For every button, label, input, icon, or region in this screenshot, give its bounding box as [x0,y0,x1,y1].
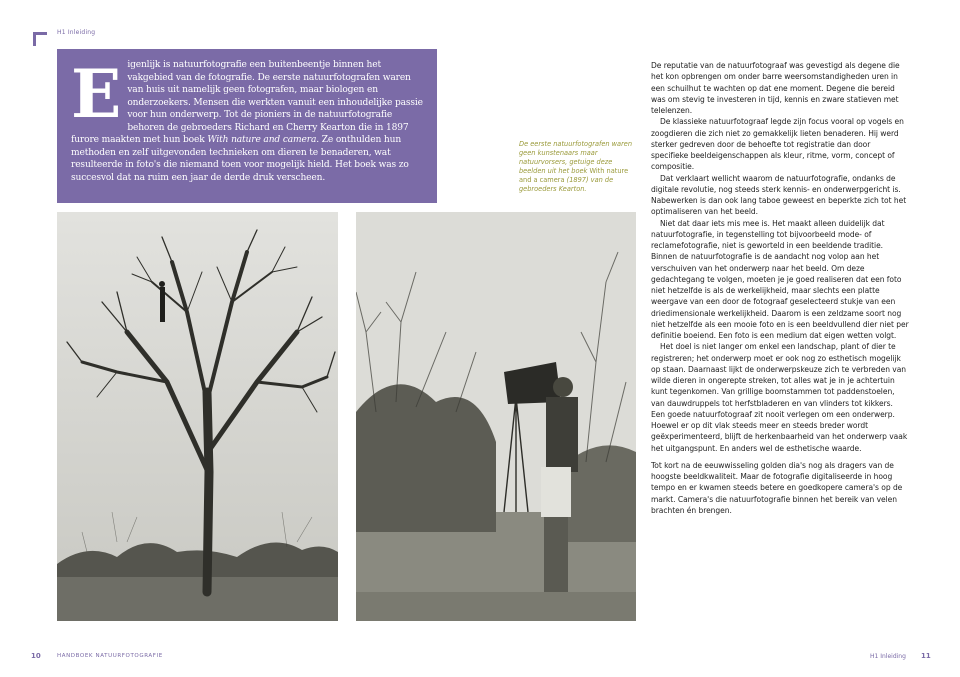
photographers-illustration [356,212,636,621]
intro-text: igenlijk is natuurfotografie een buitenbeentje binnen het vakgebied van de fotografie. De eerste natuurfotografen waren van huis uit namelijk geen fotografen, maar biologen en onderzoekers. Mensen die werkten vanuit een inhoudelijke passie voor hun onderwerp. Tot de pioniers in de natuurfotografie behoren de gebroeders Richard en Cherry Kearton die in 1897 furore maakten met hun boek With nature and camera. Ze onthulden hun methoden en zelf uitgevonden technieken om dieren te benaderen, wat resulteerde in foto's die niemand toen voor mogelijk hield. Het boek was zo succesvol dat na ruim een jaar de derde druk verscheen. [71,60,423,183]
page-number-right: 11 [921,652,931,660]
running-head-chapter: H1 Inleiding [57,29,96,36]
paragraph: Niet dat daar iets mis mee is. Het maakt alleen duidelijk dat natuurfotografie, in tegenstelling tot bijvoorbeeld mode- of reclamefotografie, niet is geworteld in een beeldende traditie. Binnen de natuurfotografie is de aandacht nog volop aan het verschuiven van het onderwerp naar het beeld. Om deze gedachtegang te volgen, moeten je je goed realiseren dat een foto niet hetzelfde is als de werkelijkheid, maar slechts een platte weergave van een door de fotograaf geselecteerd stukje van een driedimensionale werkelijkheid. Daarom is een zeldzame soort nog niet hetzelfde als een mooie foto en is een beeldvullend dier niet per definitie boeiend. Een foto is een medium dat eigen wetten volgt. [651,218,909,340]
footer-chapter: H1 Inleiding [870,653,906,660]
paragraph: Dat verklaart wellicht waarom de natuurfotografie, ondanks de digitale revolutie, nog steeds sterk kennis- en onderwerpgericht is. Nabewerken is dan ook lang taboe geweest en beperkte zich tot het optimaliseren van het beeld. [651,173,907,217]
man-in-tree [160,287,165,322]
top-man [546,397,578,472]
book-title: With nature and camera [207,135,317,145]
paragraph: De reputatie van de natuurfotograaf was gevestigd als degene die het kon opbrengen om onder barre weersomstandigheden uren in een schuilhut te wachten op dat ene moment. Degene die bereid was om stevig te investeren in tijd, kennis en zware statieven met telelenzen. [651,61,900,115]
intro-box [57,49,437,203]
body-text-column [651,60,909,516]
bottom-man-shirt [541,467,571,517]
corner-mark [33,32,47,46]
photo-caption: De eerste natuurfotografen waren geen kunstenaars maar natuurvorsers, getuige deze beelden uit het boek With nature and a camera (1897) van de gebroeders Kearton. [519,140,633,193]
photo-tree [57,212,338,621]
photo-kearton-camera [356,212,636,621]
caption-book-title: With nature and a camera [519,167,629,184]
tree-illustration [57,212,338,621]
paragraph: De klassieke natuurfotograaf legde zijn focus vooral op vogels en zoogdieren die zich niet zo gemakkelijk lieten benaderen. Hij werd sterker gedreven door de behoefte tot registratie dan door specifieke beeldeigenschappen als kleur, ritme, vorm, concept of compositie. [651,117,904,172]
drop-cap: E [71,55,122,133]
paragraph: Het doel is niet langer om enkel een landschap, plant of dier te registreren; het onderwerp moet er ook nog zo esthetisch mogelijk op staan. Daarnaast lijkt de onderwerpskeuze zich te verbreden van wilde dieren in ongerepte streken, tot alles wat je in je achtertuin kunt tegenkomen. Van grillige boomstammen tot paddenstoelen, van dauwdruppels tot herfstbladeren en van vlinders tot kikkers. Een goede natuurfotograaf zit nooit verlegen om een onderwerp. Hoewel er op dit vlak steeds meer en steeds breder wordt geëxperimenteerd, blijft de herkenbaarheid van het onderwerp vaak het uitgangspunt. En anders wel de esthetische waarde. [651,342,908,453]
footer-book-title: HANDBOEK NATUURFOTOGRAFIE [57,653,163,659]
page-number-left: 10 [31,652,41,660]
paragraph: Tot kort na de eeuwwisseling golden dia's nog als dragers van de hoogste beeldkwaliteit. Maar de fotografie digitaliseerde in hoog tempo en er kwamen steeds betere en goedkopere camera's op de markt. Camera's die natuurfotografie binnen het bereik van velen brachten én brengen. [651,460,903,515]
